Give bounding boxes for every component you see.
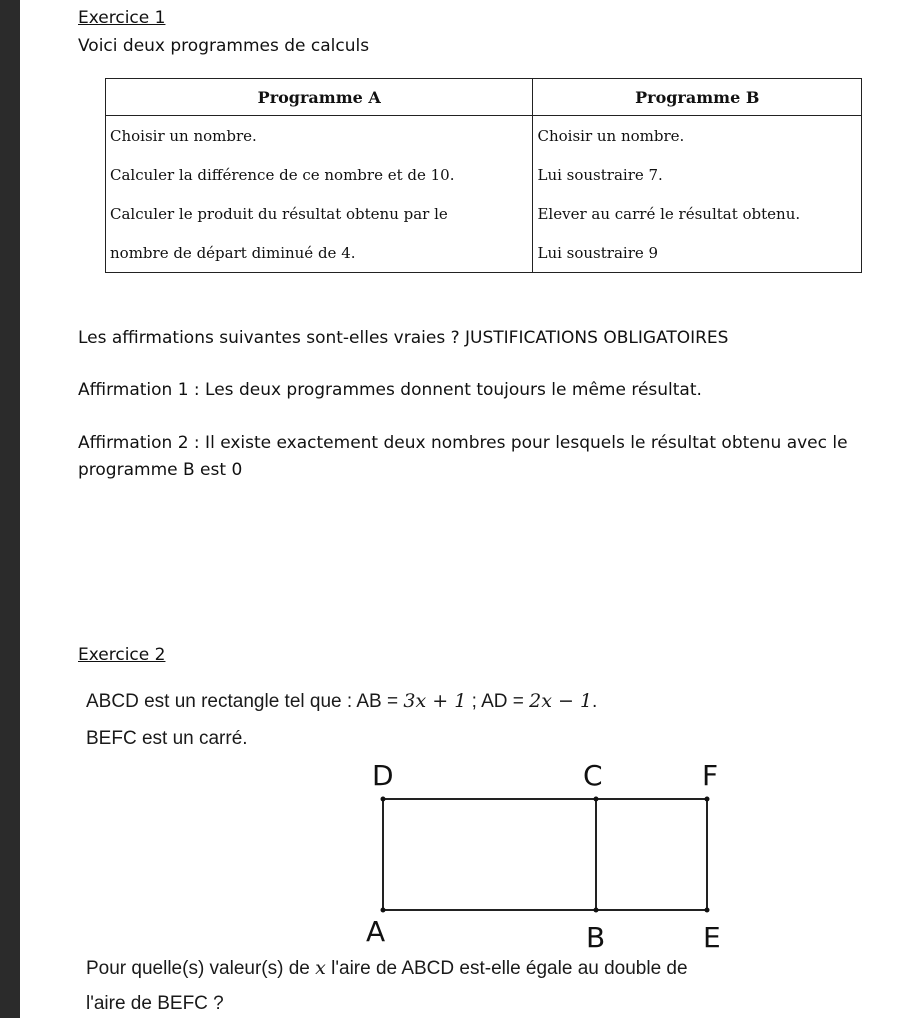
table-header-row <box>106 79 862 116</box>
label-a: A <box>366 915 386 948</box>
affirmation-2-line2: programme B est 0 <box>78 460 243 480</box>
point-b <box>594 908 599 913</box>
table-cell: Calculer la différence de ce nombre et de 10. <box>106 155 533 194</box>
statement-separator: ; AD = <box>466 691 530 712</box>
question-text: Les affirmations suivantes sont-elles vraies ? JUSTIFICATIONS OBLIGATOIRES <box>78 328 729 348</box>
table-row <box>106 233 862 273</box>
question-prefix: Pour quelle(s) valeur(s) de <box>86 958 316 979</box>
table-row <box>106 194 862 233</box>
label-f: F <box>702 759 719 792</box>
point-e <box>705 908 710 913</box>
label-e: E <box>703 921 721 954</box>
table-cell: Lui soustraire 7. <box>533 155 862 194</box>
rectangle-square-figure <box>350 755 740 955</box>
table-cell: Lui soustraire 9 <box>533 233 862 273</box>
affirmation-2-line1: Affirmation 2 : Il existe exactement deux nombres pour lesquels le résultat obtenu avec le <box>78 433 848 453</box>
table-cell: Choisir un nombre. <box>533 116 862 156</box>
exercise1-intro: Voici deux programmes de calculs <box>78 36 370 56</box>
table-cell: Calculer le produit du résultat obtenu par le <box>106 194 533 233</box>
exercise2-question-line2: l'aire de BEFC ? <box>86 993 224 1014</box>
point-d <box>381 797 386 802</box>
header-programme-b: Programme B <box>533 79 862 116</box>
exercise1-title: Exercice 1 <box>78 8 166 28</box>
table-cell: Elever au carré le résultat obtenu. <box>533 194 862 233</box>
label-c: C <box>583 759 603 792</box>
point-c <box>594 797 599 802</box>
exercise2-question-line1 <box>86 957 688 980</box>
table-row <box>106 155 862 194</box>
question-suffix: l'aire de ABCD est-elle égale au double de <box>325 958 688 979</box>
exercise2-title: Exercice 2 <box>78 645 166 665</box>
statement-prefix: ABCD est un rectangle tel que : AB = <box>86 691 404 712</box>
affirmation-1: Affirmation 1 : Les deux programmes donnent toujours le même résultat. <box>78 380 702 400</box>
programs-table <box>105 78 862 273</box>
point-f <box>705 797 710 802</box>
table-cell: Choisir un nombre. <box>106 116 533 156</box>
ab-expression: 3x + 1 <box>403 690 467 712</box>
label-b: B <box>586 921 606 954</box>
table-row <box>106 116 862 156</box>
header-programme-a: Programme A <box>106 79 533 116</box>
point-a <box>381 908 386 913</box>
square-befc <box>596 799 707 910</box>
left-edge-bar <box>0 0 20 1018</box>
rectangle-abcd <box>383 799 596 910</box>
table-cell: nombre de départ diminué de 4. <box>106 233 533 273</box>
exercise2-statement <box>86 690 597 713</box>
ad-expression: 2x − 1 <box>529 690 593 712</box>
label-d: D <box>372 759 394 792</box>
exercise2-square-statement: BEFC est un carré. <box>86 728 248 749</box>
statement-suffix: . <box>592 691 598 712</box>
question-variable: x <box>315 957 326 979</box>
